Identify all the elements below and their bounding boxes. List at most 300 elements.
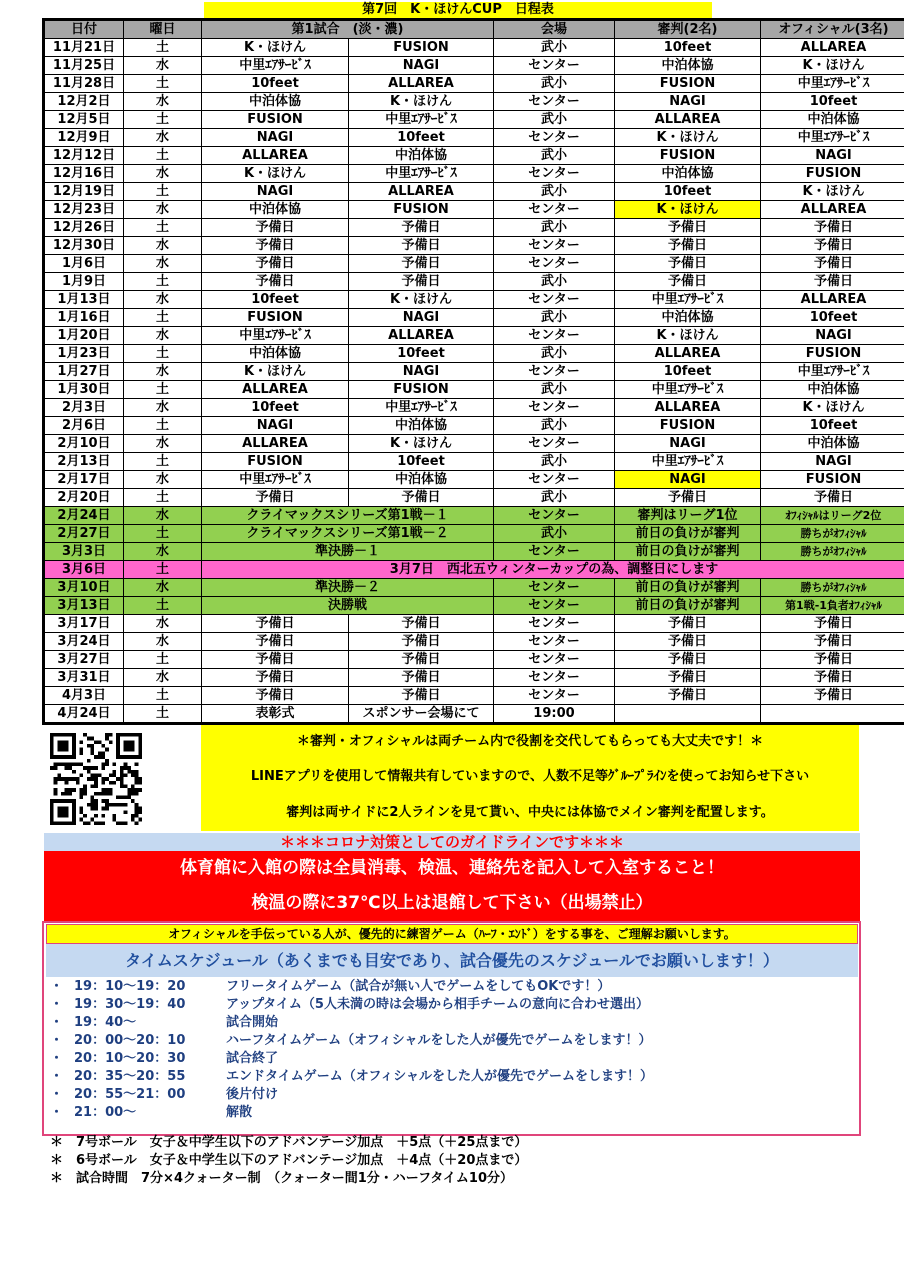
table-row (44, 525, 904, 543)
bullet: ・ (50, 1087, 64, 1102)
cell-official: FUSION (761, 471, 904, 489)
header-official: オフィシャル(3名) (761, 20, 904, 39)
cell-date: 12月26日 (44, 219, 124, 237)
cell-venue: センター (494, 507, 615, 525)
cell-day: 土 (124, 39, 202, 57)
cell-date: 2月17日 (44, 471, 124, 489)
cell-venue: センター (494, 93, 615, 111)
cell-venue: 武小 (494, 39, 615, 57)
cell-team-light: ALLAREA (202, 381, 349, 399)
cell-team-light: 予備日 (202, 687, 349, 705)
cell-official: 予備日 (761, 489, 904, 507)
table-row (44, 669, 904, 687)
cell-official: 中里ｴｱｻｰﾋﾞｽ (761, 75, 904, 93)
cell-match: クライマックスシリーズ第1戦－１ (202, 507, 494, 525)
cell-team-dark: 予備日 (349, 273, 494, 291)
cell-referee: 中泊体協 (615, 57, 761, 75)
cell-date: 3月10日 (44, 579, 124, 597)
cell-date: 3月3日 (44, 543, 124, 561)
cell-day: 水 (124, 507, 202, 525)
cell-date: 1月13日 (44, 291, 124, 309)
cell-team-dark: 予備日 (349, 669, 494, 687)
cell-day: 水 (124, 165, 202, 183)
cell-date: 11月28日 (44, 75, 124, 93)
rule-item: ＊ 6号ボール 女子＆中学生以下のアドバンテージ加点 ＋4点（＋20点まで） (50, 1153, 528, 1168)
cell-official: 10feet (761, 93, 904, 111)
cell-official: 予備日 (761, 219, 904, 237)
header-referee: 審判(2名) (615, 20, 761, 39)
cell-team-light: K・ほけん (202, 165, 349, 183)
table-row (44, 183, 904, 201)
cell-match: クライマックスシリーズ第1戦－２ (202, 525, 494, 543)
table-row (44, 633, 904, 651)
cell-day: 土 (124, 345, 202, 363)
cell-day: 土 (124, 489, 202, 507)
cell-venue: センター (494, 597, 615, 615)
cell-venue: 武小 (494, 309, 615, 327)
bullet: ・ (50, 1105, 64, 1120)
cell-team-light: 予備日 (202, 633, 349, 651)
cell-date: 4月3日 (44, 687, 124, 705)
table-row (44, 579, 904, 597)
cell-day: 土 (124, 273, 202, 291)
table-row (44, 93, 904, 111)
cell-referee: 予備日 (615, 255, 761, 273)
cell-day: 土 (124, 651, 202, 669)
cell-team-light: 中泊体協 (202, 93, 349, 111)
cell-day: 水 (124, 201, 202, 219)
cell-team-light: 予備日 (202, 489, 349, 507)
table-row (44, 165, 904, 183)
cell-team-dark: 中泊体協 (349, 147, 494, 165)
cell-official: K・ほけん (761, 183, 904, 201)
cell-team-dark: FUSION (349, 201, 494, 219)
cell-official: NAGI (761, 327, 904, 345)
cell-team-light: 10feet (202, 291, 349, 309)
schedule-desc: 後片付け (226, 1087, 279, 1102)
cell-team-dark: 予備日 (349, 219, 494, 237)
cell-date: 3月31日 (44, 669, 124, 687)
table-row (44, 597, 904, 615)
cell-venue: センター (494, 129, 615, 147)
cell-official: 第1戦-1負者ｵﾌｨｼｬﾙ (761, 597, 904, 615)
cell-date: 12月19日 (44, 183, 124, 201)
cell-team-dark: 予備日 (349, 687, 494, 705)
table-row (44, 273, 904, 291)
cell-referee: 審判はリーグ1位 (615, 507, 761, 525)
cell-referee: 中里ｴｱｻｰﾋﾞｽ (615, 453, 761, 471)
cell-referee: 予備日 (615, 669, 761, 687)
cell-venue: 武小 (494, 183, 615, 201)
cell-official: ALLAREA (761, 291, 904, 309)
cell-date: 3月24日 (44, 633, 124, 651)
cell-venue: センター (494, 471, 615, 489)
cell-team-dark: NAGI (349, 363, 494, 381)
cell-date: 1月20日 (44, 327, 124, 345)
cell-team-dark: 予備日 (349, 651, 494, 669)
cell-day: 水 (124, 435, 202, 453)
cell-day: 水 (124, 543, 202, 561)
cell-official: K・ほけん (761, 57, 904, 75)
cell-day: 土 (124, 183, 202, 201)
cell-referee: 予備日 (615, 687, 761, 705)
cell-date: 12月16日 (44, 165, 124, 183)
list-item (46, 1086, 846, 1104)
qr-code-icon[interactable] (50, 733, 142, 825)
cell-venue: センター (494, 255, 615, 273)
table-row (44, 111, 904, 129)
schedule-desc: アップタイム（5人未満の時は会場から相手チームの意向に合わせ選出） (226, 997, 649, 1012)
cell-venue: センター (494, 363, 615, 381)
cell-team-light: 予備日 (202, 237, 349, 255)
cell-date: 11月21日 (44, 39, 124, 57)
table-row (44, 129, 904, 147)
cell-team-light: 中里ｴｱｻｰﾋﾞｽ (202, 471, 349, 489)
cell-referee: 予備日 (615, 273, 761, 291)
cell-referee: 前日の負けが審判 (615, 543, 761, 561)
cell-day: 水 (124, 615, 202, 633)
cell-date: 2月24日 (44, 507, 124, 525)
cell-team-light: 予備日 (202, 219, 349, 237)
cell-venue: 武小 (494, 489, 615, 507)
cell-official: FUSION (761, 165, 904, 183)
cell-venue: センター (494, 579, 615, 597)
cell-official: 中泊体協 (761, 381, 904, 399)
cell-team-dark: FUSION (349, 381, 494, 399)
cell-team-dark: 中里ｴｱｻｰﾋﾞｽ (349, 111, 494, 129)
covid-heading: ＊＊＊コロナ対策としてのガイドラインです＊＊＊ (44, 833, 860, 851)
bullet: ・ (50, 1069, 64, 1084)
cell-day: 土 (124, 597, 202, 615)
list-item (46, 996, 846, 1014)
schedule-time: 21：00～ (74, 1105, 137, 1120)
cell-day: 土 (124, 147, 202, 165)
cell-team-light: 10feet (202, 399, 349, 417)
cell-day: 水 (124, 579, 202, 597)
cell-day: 土 (124, 381, 202, 399)
cell-team-light: FUSION (202, 111, 349, 129)
cell-date: 2月6日 (44, 417, 124, 435)
list-item (46, 1068, 846, 1086)
cell-date: 2月10日 (44, 435, 124, 453)
cell-official: 10feet (761, 309, 904, 327)
cell-day: 水 (124, 129, 202, 147)
note-line-app: LINEアプリを使用して情報共有していますので、人数不足等ｸﾞﾙｰﾌﾟﾗｲﾝを使ってお知らせ下さい (201, 759, 859, 795)
cell-venue: 武小 (494, 525, 615, 543)
cell-day: 水 (124, 669, 202, 687)
cell-official: 予備日 (761, 633, 904, 651)
page-title: 第7回 K・ほけんCUP 日程表 (204, 2, 712, 18)
cell-date: 12月9日 (44, 129, 124, 147)
cell-date: 1月30日 (44, 381, 124, 399)
cell-official: K・ほけん (761, 399, 904, 417)
cell-team-light: FUSION (202, 453, 349, 471)
cell-date: 2月13日 (44, 453, 124, 471)
cell-official: 中里ｴｱｻｰﾋﾞｽ (761, 129, 904, 147)
note-referee: 審判は両サイドに2人ラインを見て貰い、中央には体協でメイン審判を配置します。 (201, 795, 859, 831)
cell-team-light: 中里ｴｱｻｰﾋﾞｽ (202, 57, 349, 75)
covid-line-1: 体育館に入館の際は全員消毒、検温、連絡先を記入して入室すること！ (180, 858, 724, 878)
cell-referee: 10feet (615, 363, 761, 381)
schedule-desc: 試合開始 (226, 1015, 279, 1030)
cell-venue: 武小 (494, 345, 615, 363)
table-header-row (44, 20, 904, 39)
bullet: ・ (50, 1015, 64, 1030)
cell-day: 水 (124, 291, 202, 309)
cell-team-dark: 予備日 (349, 633, 494, 651)
cell-day: 土 (124, 561, 202, 579)
rule-item: ＊ 7号ボール 女子＆中学生以下のアドバンテージ加点 ＋5点（＋25点まで） (50, 1135, 528, 1150)
cell-day: 土 (124, 417, 202, 435)
rules-list (50, 1134, 527, 1188)
schedule-table (42, 18, 904, 725)
cell-team-dark: 10feet (349, 453, 494, 471)
cell-date: 3月17日 (44, 615, 124, 633)
cell-referee: FUSION (615, 75, 761, 93)
cell-referee: ALLAREA (615, 111, 761, 129)
cell-team-light: ALLAREA (202, 147, 349, 165)
cell-team-light: FUSION (202, 309, 349, 327)
cell-day: 土 (124, 453, 202, 471)
cell-venue: センター (494, 165, 615, 183)
cell-official: 10feet (761, 417, 904, 435)
cell-official: ALLAREA (761, 201, 904, 219)
cell-team-light: 予備日 (202, 255, 349, 273)
cell-team-light: 中泊体協 (202, 345, 349, 363)
cell-official: 予備日 (761, 237, 904, 255)
cell-referee: 予備日 (615, 489, 761, 507)
cell-team-dark: K・ほけん (349, 435, 494, 453)
cell-date: 1月27日 (44, 363, 124, 381)
cell-referee: FUSION (615, 147, 761, 165)
schedule-time: 19：40～ (74, 1015, 137, 1030)
cell-official: 予備日 (761, 687, 904, 705)
cell-day: 水 (124, 471, 202, 489)
table-row (44, 345, 904, 363)
cell-referee: 中泊体協 (615, 309, 761, 327)
cell-team-dark: 中里ｴｱｻｰﾋﾞｽ (349, 165, 494, 183)
cell-date: 12月2日 (44, 93, 124, 111)
cell-day: 土 (124, 687, 202, 705)
cell-venue: 武小 (494, 147, 615, 165)
cell-venue: センター (494, 291, 615, 309)
schedule-desc: 試合終了 (226, 1051, 279, 1066)
cell-official: 予備日 (761, 615, 904, 633)
cell-venue: センター (494, 201, 615, 219)
table-row (44, 705, 904, 724)
cell-official: 中泊体協 (761, 111, 904, 129)
bullet: ・ (50, 1051, 64, 1066)
timeschedule-title: タイムスケジュール（あくまでも目安であり、試合優先のスケジュールでお願いします！） (46, 944, 858, 977)
cell-venue: 武小 (494, 219, 615, 237)
cell-date: 3月6日 (44, 561, 124, 579)
cell-official: FUSION (761, 345, 904, 363)
cell-date: 2月3日 (44, 399, 124, 417)
list-item (46, 978, 846, 996)
cell-day: 土 (124, 525, 202, 543)
table-row (44, 381, 904, 399)
cell-referee: FUSION (615, 417, 761, 435)
cell-date: 3月27日 (44, 651, 124, 669)
cell-team-dark: 予備日 (349, 489, 494, 507)
cell-date: 12月23日 (44, 201, 124, 219)
schedule-time: 19：30～19：40 (74, 997, 186, 1012)
cell-venue: 武小 (494, 453, 615, 471)
cell-day: 土 (124, 705, 202, 724)
cell-referee: ALLAREA (615, 399, 761, 417)
cell-match: 準決勝－２ (202, 579, 494, 597)
schedule-time: 20：35～20：55 (74, 1069, 186, 1084)
cell-team-dark: 中里ｴｱｻｰﾋﾞｽ (349, 399, 494, 417)
table-row (44, 57, 904, 75)
cell-date: 4月24日 (44, 705, 124, 724)
cell-referee: 予備日 (615, 237, 761, 255)
covid-line-2: 検温の際に37℃以上は退館して下さい（出場禁止） (251, 893, 653, 913)
cell-day: 水 (124, 633, 202, 651)
cell-team-dark: 10feet (349, 345, 494, 363)
cell-referee: 10feet (615, 183, 761, 201)
cell-official: 予備日 (761, 255, 904, 273)
cell-referee: 10feet (615, 39, 761, 57)
cell-official: 勝ちがｵﾌｨｼｬﾙ (761, 579, 904, 597)
list-item (46, 1014, 846, 1032)
header-match: 第1試合 (淡・濃) (202, 20, 494, 39)
table-row (44, 201, 904, 219)
cell-date: 1月16日 (44, 309, 124, 327)
cell-day: 水 (124, 57, 202, 75)
cell-date: 12月5日 (44, 111, 124, 129)
schedule-desc: 解散 (226, 1105, 253, 1120)
schedule-desc: フリータイムゲーム（試合が無い人でゲームをしてもOKです！） (226, 979, 611, 994)
cell-venue: センター (494, 543, 615, 561)
list-item (46, 1050, 846, 1068)
cell-day: 土 (124, 111, 202, 129)
cell-referee (615, 705, 761, 724)
cell-team-light: 予備日 (202, 273, 349, 291)
cell-official: ALLAREA (761, 39, 904, 57)
bullet: ・ (50, 1033, 64, 1048)
cell-venue: センター (494, 435, 615, 453)
cell-referee: 中泊体協 (615, 165, 761, 183)
cell-official: 予備日 (761, 669, 904, 687)
cell-team-dark: NAGI (349, 57, 494, 75)
cell-official: NAGI (761, 453, 904, 471)
cell-day: 土 (124, 219, 202, 237)
bullet: ・ (50, 997, 64, 1012)
table-row (44, 453, 904, 471)
cell-team-light: 予備日 (202, 651, 349, 669)
cell-official: 予備日 (761, 651, 904, 669)
cell-venue: 武小 (494, 75, 615, 93)
official-note: オフィシャルを手伝っている人が、優先的に練習ゲーム（ﾊｰﾌ・ｴﾝﾄﾞ）をする事を、ご理解お願いします。 (46, 924, 858, 944)
cell-referee: K・ほけん (615, 129, 761, 147)
cell-team-light: 10feet (202, 75, 349, 93)
cell-official: ｵﾌｨｼｬﾙはリーグ2位 (761, 507, 904, 525)
cell-day: 水 (124, 93, 202, 111)
cell-team-dark: スポンサー会場にて (349, 705, 494, 724)
bullet: ・ (50, 979, 64, 994)
cell-referee: NAGI (615, 435, 761, 453)
timeschedule-list (46, 978, 846, 1122)
cell-referee: 前日の負けが審判 (615, 579, 761, 597)
table-row (44, 489, 904, 507)
cell-official: 中泊体協 (761, 435, 904, 453)
cell-day: 水 (124, 237, 202, 255)
cell-venue: センター (494, 399, 615, 417)
header-date: 日付 (44, 20, 124, 39)
cell-team-dark: ALLAREA (349, 183, 494, 201)
cell-referee: 中里ｴｱｻｰﾋﾞｽ (615, 291, 761, 309)
cell-team-dark: 中泊体協 (349, 471, 494, 489)
table-row (44, 75, 904, 93)
cell-team-light: NAGI (202, 417, 349, 435)
cell-official: 勝ちがｵﾌｨｼｬﾙ (761, 525, 904, 543)
cell-date: 3月13日 (44, 597, 124, 615)
table-row (44, 327, 904, 345)
cell-official: NAGI (761, 147, 904, 165)
cell-team-dark: 予備日 (349, 255, 494, 273)
table-row (44, 399, 904, 417)
cell-match: 準決勝－１ (202, 543, 494, 561)
cell-team-light: 表彰式 (202, 705, 349, 724)
cell-day: 水 (124, 255, 202, 273)
cell-venue: 武小 (494, 111, 615, 129)
header-venue: 会場 (494, 20, 615, 39)
cell-referee: ALLAREA (615, 345, 761, 363)
cell-team-dark: ALLAREA (349, 75, 494, 93)
cell-team-dark: FUSION (349, 39, 494, 57)
cell-official: 予備日 (761, 273, 904, 291)
cell-match: 決勝戦 (202, 597, 494, 615)
table-row (44, 255, 904, 273)
cell-date: 2月27日 (44, 525, 124, 543)
table-row (44, 39, 904, 57)
cell-venue: センター (494, 57, 615, 75)
schedule-time: 20：55～21：00 (74, 1087, 186, 1102)
cell-team-light: 中泊体協 (202, 201, 349, 219)
cell-venue: 19:00 (494, 705, 615, 724)
cell-official: 中里ｴｱｻｰﾋﾞｽ (761, 363, 904, 381)
cell-venue: センター (494, 687, 615, 705)
cell-team-light: K・ほけん (202, 363, 349, 381)
cell-team-dark: NAGI (349, 309, 494, 327)
schedule-time: 19：10～19：20 (74, 979, 186, 994)
list-item (46, 1032, 846, 1050)
cell-date: 12月12日 (44, 147, 124, 165)
cell-date: 2月20日 (44, 489, 124, 507)
cell-day: 土 (124, 309, 202, 327)
schedule-time: 20：10～20：30 (74, 1051, 186, 1066)
cell-referee: 中里ｴｱｻｰﾋﾞｽ (615, 381, 761, 399)
cell-referee: 予備日 (615, 615, 761, 633)
schedule-desc: ハーフタイムゲーム（オフィシャルをした人が優先でゲームをします！） (226, 1033, 652, 1048)
header-day: 曜日 (124, 20, 202, 39)
cell-venue: 武小 (494, 273, 615, 291)
cell-day: 水 (124, 327, 202, 345)
table-row (44, 687, 904, 705)
table-row (44, 651, 904, 669)
cell-team-dark: 予備日 (349, 615, 494, 633)
cell-referee: 予備日 (615, 633, 761, 651)
cell-date: 1月9日 (44, 273, 124, 291)
cell-date: 1月6日 (44, 255, 124, 273)
cell-venue: センター (494, 669, 615, 687)
cell-venue: センター (494, 633, 615, 651)
cell-venue: センター (494, 237, 615, 255)
table-row (44, 615, 904, 633)
table-row (44, 417, 904, 435)
cell-referee: 前日の負けが審判 (615, 525, 761, 543)
